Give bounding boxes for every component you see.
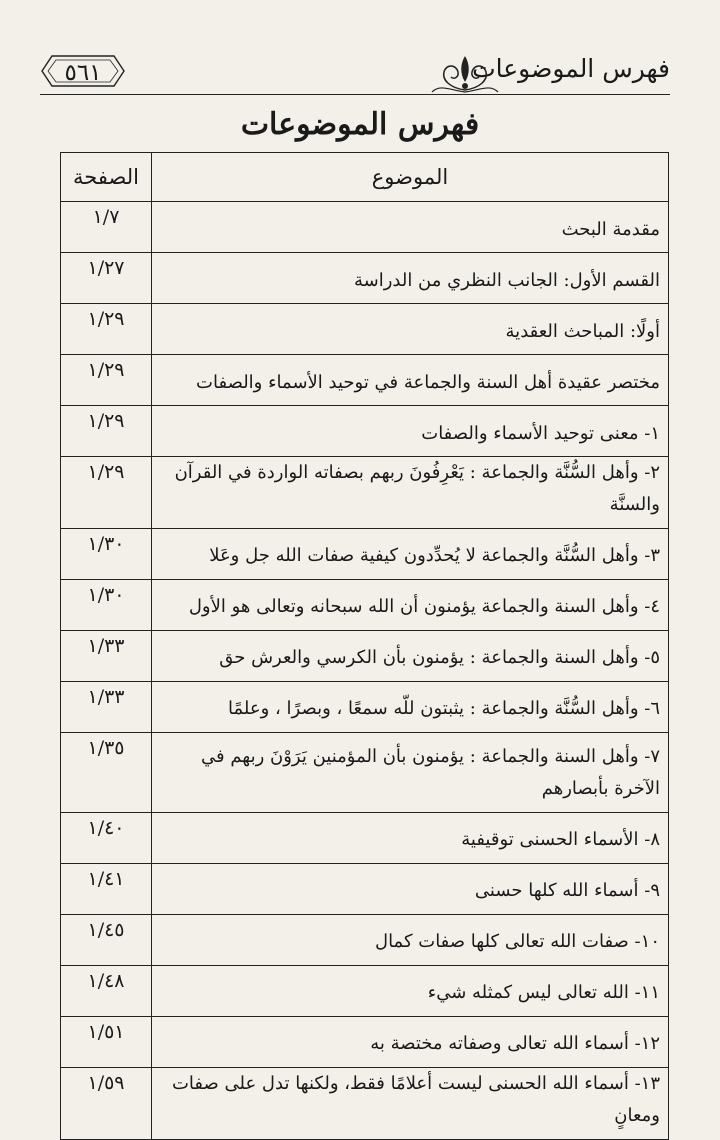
floral-ornament-icon	[420, 50, 510, 98]
toc-topic: ١٠- صفات الله تعالى كلها صفات كمال	[152, 914, 669, 965]
toc-page: ١/٤١	[61, 863, 152, 914]
table-row	[61, 965, 669, 1016]
toc-topic: ١١- الله تعالى ليس كمثله شيء	[152, 965, 669, 1016]
toc-page: ١/٤٥	[61, 914, 152, 965]
toc-page: ١/٣٠	[61, 579, 152, 630]
table-row	[61, 579, 669, 630]
toc-topic: أولًا: المباحث العقدية	[152, 304, 669, 355]
toc-topic: ٢- وأهل السُّنَّة والجماعة : يَعْرِفُونَ ربهم بصفاته الواردة في القرآن والسنَّة	[152, 457, 669, 529]
running-header	[40, 50, 670, 100]
toc-topic: ٥- وأهل السنة والجماعة : يؤمنون بأن الكرسي والعرش حق	[152, 630, 669, 681]
table-row	[61, 355, 669, 406]
toc-page: ١/٣٠	[61, 528, 152, 579]
toc-header-row	[61, 153, 669, 202]
table-row	[61, 681, 669, 732]
toc-page: ١/٣٣	[61, 681, 152, 732]
toc-page: ١/٥١	[61, 1016, 152, 1067]
table-row	[61, 732, 669, 812]
column-header-page: الصفحة	[61, 153, 152, 202]
table-row	[61, 863, 669, 914]
toc-page: ١/٣٥	[61, 732, 152, 812]
toc-topic: القسم الأول: الجانب النظري من الدراسة	[152, 253, 669, 304]
toc-table	[60, 152, 669, 1140]
toc-topic: ١٢- أسماء الله تعالى وصفاته مختصة به	[152, 1016, 669, 1067]
toc-page: ١/٢٩	[61, 304, 152, 355]
toc-topic: ٨- الأسماء الحسنى توقيفية	[152, 812, 669, 863]
table-row	[61, 1016, 669, 1067]
toc-page: ١/٢٩	[61, 406, 152, 457]
toc-topic: ٤- وأهل السنة والجماعة يؤمنون أن الله سبحانه وتعالى هو الأول	[152, 579, 669, 630]
table-row	[61, 914, 669, 965]
toc-page: ١/٢٧	[61, 253, 152, 304]
header-rule	[40, 94, 670, 95]
table-row	[61, 406, 669, 457]
header-page-number: ٥٦١	[64, 60, 102, 86]
toc-topic: ١- معنى توحيد الأسماء والصفات	[152, 406, 669, 457]
table-row	[61, 304, 669, 355]
toc-page: ١/٣٣	[61, 630, 152, 681]
toc-topic: مختصر عقيدة أهل السنة والجماعة في توحيد الأسماء والصفات	[152, 355, 669, 406]
toc-title: فهرس الموضوعات	[240, 107, 480, 142]
toc-topic: ٧- وأهل السنة والجماعة : يؤمنون بأن المؤمنين يَرَوْنَ ربهم في الآخرة بأبصارهم	[152, 732, 669, 812]
toc-page: ١/٢٩	[61, 457, 152, 529]
toc-topic: ٦- وأهل السُّنَّة والجماعة : يثبتون للّه سمعًا ، وبصرًا ، وعلمًا	[152, 681, 669, 732]
table-row	[61, 202, 669, 253]
toc-topic: ٣- وأهل السُّنَّة والجماعة لا يُحدِّدون كيفية صفات الله جل وعَلا	[152, 528, 669, 579]
toc-page: ١/٢٩	[61, 355, 152, 406]
toc-page: ١/٧	[61, 202, 152, 253]
table-row	[61, 630, 669, 681]
table-row	[61, 253, 669, 304]
column-header-topic: الموضوع	[152, 153, 669, 202]
header-title: فهرس الموضوعات	[472, 54, 670, 83]
toc-page: ١/٤٠	[61, 812, 152, 863]
toc-topic: ١٣- أسماء الله الحسنى ليست أعلامًا فقط، ولكنها تدل على صفات ومعانٍ	[152, 1067, 669, 1139]
table-row	[61, 1067, 669, 1139]
toc-topic: ٩- أسماء الله كلها حسنى	[152, 863, 669, 914]
toc-topic: مقدمة البحث	[152, 202, 669, 253]
toc-page: ١/٤٨	[61, 965, 152, 1016]
table-row	[61, 528, 669, 579]
table-row	[61, 457, 669, 529]
table-row	[61, 812, 669, 863]
toc-page: ١/٥٩	[61, 1067, 152, 1139]
